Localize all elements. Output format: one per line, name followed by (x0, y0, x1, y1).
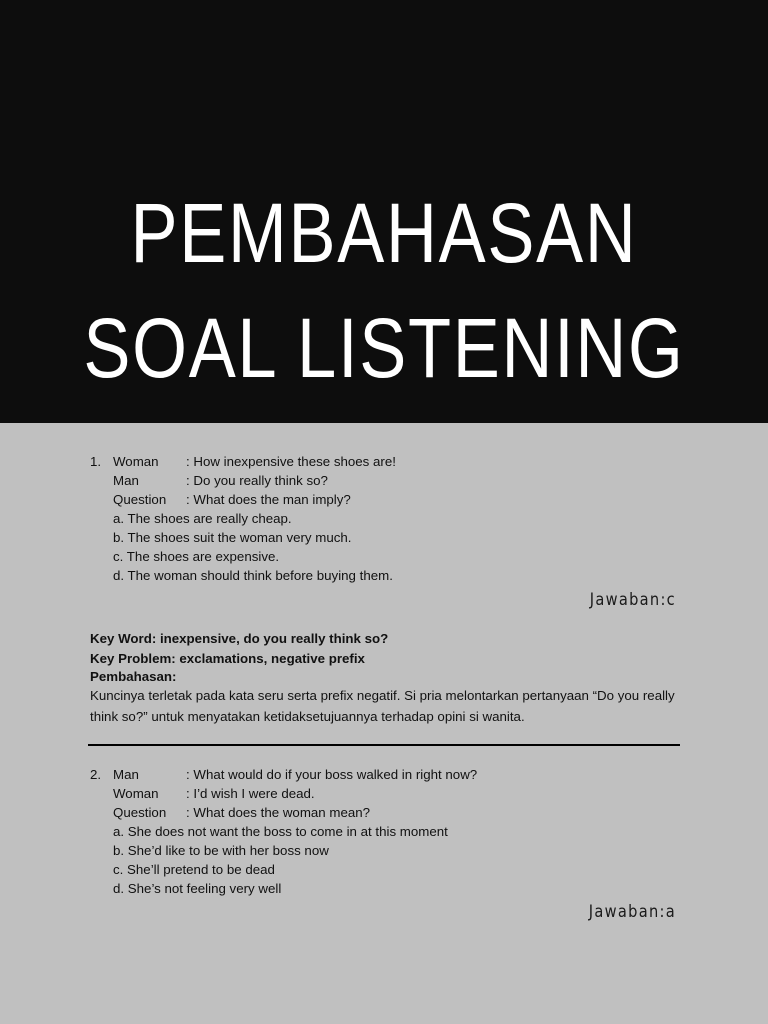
dialogue-line: : I’d wish I were dead. (186, 786, 315, 801)
question-number: 2. (90, 767, 102, 782)
question-number: 1. (90, 454, 102, 469)
dialogue-line: : What does the man imply? (186, 492, 351, 507)
speaker-label: Woman (113, 454, 159, 469)
speaker-label: Man (113, 767, 139, 782)
speaker-label: Woman (113, 786, 159, 801)
page-title-line-2: SOAL LISTENING (83, 301, 685, 395)
dialogue-line: : Do you really think so? (186, 473, 328, 488)
page-title-line-1: PEMBAHASAN (130, 186, 638, 280)
answer-option-d: d. She’s not feeling very well (113, 881, 282, 896)
speaker-label: Question (113, 492, 167, 507)
header-banner (0, 0, 768, 423)
dialogue-line: : What does the woman mean? (186, 805, 371, 820)
answer-option-c: c. She’ll pretend to be dead (113, 862, 275, 877)
answer-option-b: b. She’d like to be with her boss now (113, 843, 329, 858)
answer-option-a: a. She does not want the boss to come in at this moment (113, 824, 448, 839)
pembahasan-label: Pembahasan: (90, 669, 177, 684)
answer-option-c: c. The shoes are expensive. (113, 549, 280, 564)
speaker-label: Man (113, 473, 139, 488)
speaker-label: Question (113, 805, 167, 820)
explanation-text: Kuncinya terletak pada kata seru serta prefix negatif. Si pria melontarkan pertanyaan “Do you really think so?” untuk menyatakan ketidaksetujuannya terhadap opini si wanita. (90, 688, 675, 724)
key-word: Key Word: inexpensive, do you really think so? (90, 631, 389, 646)
dialogue-line: : What would do if your boss walked in right now? (186, 767, 478, 782)
answer-option-a: a. The shoes are really cheap. (113, 511, 292, 526)
answer-key-1: Jawaban:c (589, 590, 676, 610)
key-problem: Key Problem: exclamations, negative prefix (90, 651, 365, 666)
answer-key-2: Jawaban:a (588, 902, 676, 922)
section-divider (88, 744, 680, 746)
dialogue-line: : How inexpensive these shoes are! (186, 454, 396, 469)
answer-option-d: d. The woman should think before buying them. (113, 568, 393, 583)
answer-option-b: b. The shoes suit the woman very much. (113, 530, 352, 545)
